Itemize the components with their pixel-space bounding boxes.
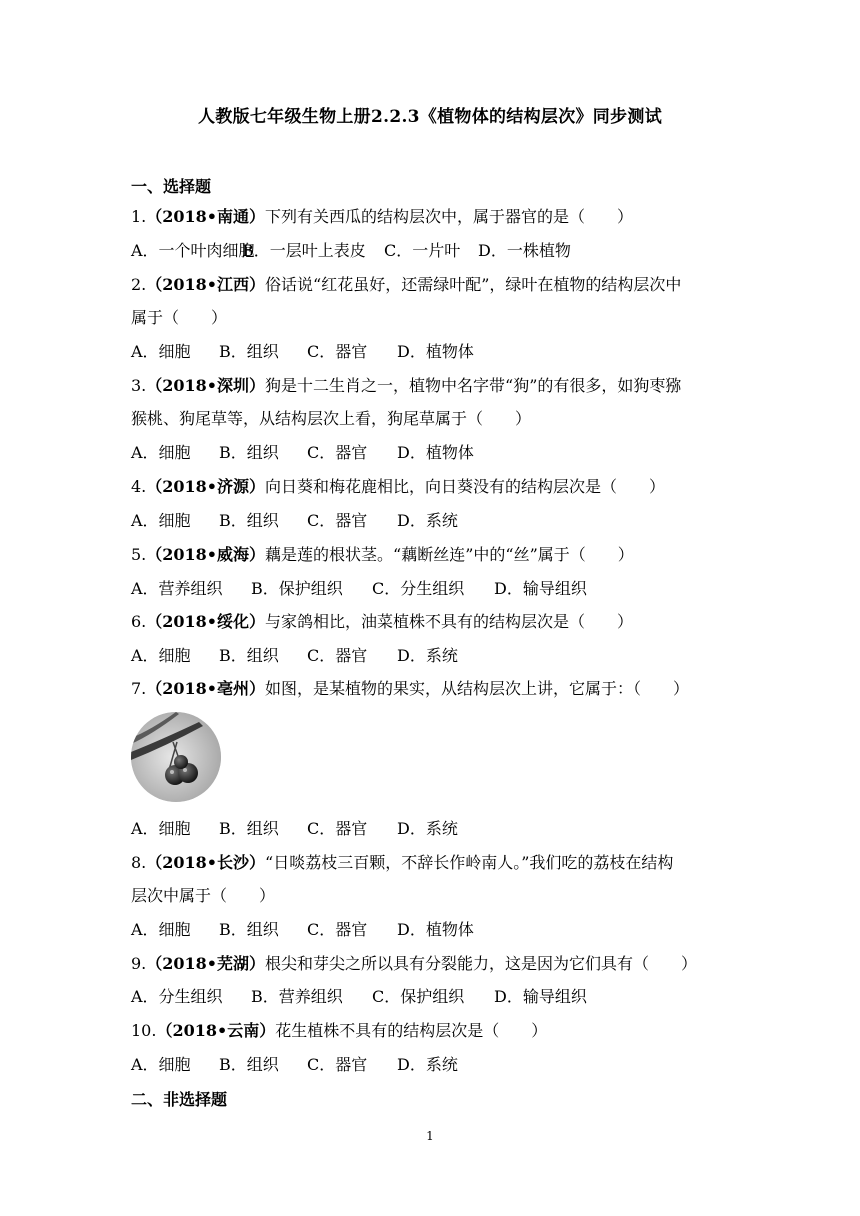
- question-number: 10.: [131, 1021, 157, 1040]
- question-source: （2018•威海）: [146, 545, 266, 564]
- question-4: [131, 476, 741, 498]
- option-c: C．器官: [307, 443, 368, 462]
- option-d: D．系统: [397, 646, 458, 665]
- question-number: 2.: [131, 275, 147, 294]
- option-b: B．营养组织: [251, 987, 343, 1006]
- question-3-options: [131, 442, 741, 464]
- question-source: （2018•长沙）: [146, 853, 266, 872]
- question-source: （2018•江西）: [146, 275, 266, 294]
- option-b: B．组织: [219, 1055, 279, 1074]
- question-text: 藕是莲的根状茎。“藕断丝连”中的“丝”属于（ ）: [265, 545, 634, 564]
- option-b: B．组织: [219, 511, 279, 530]
- option-c: C．分生组织: [372, 579, 465, 598]
- question-1: [131, 206, 741, 228]
- question-1-options: [131, 240, 741, 262]
- question-number: 5.: [131, 545, 147, 564]
- question-source: （2018•亳州）: [146, 679, 266, 698]
- question-6-options: [131, 645, 741, 667]
- option-c: C．保护组织: [372, 987, 465, 1006]
- option-d: D．输导组织: [494, 987, 587, 1006]
- document-title: 人教版七年级生物上册2.2.3《植物体的结构层次》同步测试: [197, 107, 663, 127]
- question-source: （2018•芜湖）: [146, 954, 266, 973]
- option-b: B．组织: [219, 443, 279, 462]
- question-3: [131, 375, 741, 397]
- question-4-options: [131, 510, 741, 532]
- question-2-options: [131, 341, 741, 363]
- option-d: D．植物体: [397, 342, 474, 361]
- question-source: （2018•济源）: [146, 477, 266, 496]
- question-5-options: [131, 578, 741, 600]
- question-text: “日啖荔枝三百颗，不辞长作岭南人。”我们吃的荔枝在结构: [265, 853, 674, 872]
- option-b: B．一层叶上表皮: [242, 241, 366, 260]
- option-a: A．细胞: [131, 819, 191, 838]
- question-number: 7.: [131, 679, 147, 698]
- option-c: C．器官: [307, 920, 368, 939]
- option-b: B．保护组织: [251, 579, 343, 598]
- option-a: A．营养组织: [131, 579, 223, 598]
- option-a: A．分生组织: [131, 987, 223, 1006]
- question-9: [131, 953, 741, 975]
- question-3-continued: 猴桃、狗尾草等，从结构层次上看，狗尾草属于（ ）: [131, 409, 532, 428]
- question-number: 3.: [131, 376, 147, 395]
- question-10-options: [131, 1054, 741, 1076]
- fruit-photo-graphic: [131, 712, 221, 802]
- page-number: 1: [426, 1129, 434, 1143]
- option-d: D．植物体: [397, 920, 474, 939]
- fruit-photo: [131, 712, 221, 802]
- option-c: C．器官: [307, 342, 368, 361]
- option-d: D．一株植物: [478, 241, 571, 260]
- question-text: 花生植株不具有的结构层次是（ ）: [275, 1021, 548, 1040]
- option-d: D．植物体: [397, 443, 474, 462]
- option-c: C．器官: [307, 819, 368, 838]
- option-b: B．组织: [219, 819, 279, 838]
- question-7-options: [131, 818, 741, 840]
- question-source: （2018•深圳）: [146, 376, 266, 395]
- option-c: C．器官: [307, 646, 368, 665]
- option-c: C．器官: [307, 511, 368, 530]
- question-2: [131, 274, 741, 296]
- question-number: 4.: [131, 477, 147, 496]
- option-d: D．输导组织: [494, 579, 587, 598]
- question-2-continued: 属于（ ）: [131, 308, 228, 327]
- question-source: （2018•南通）: [146, 207, 266, 226]
- question-6: [131, 611, 741, 633]
- option-c: C．一片叶: [384, 241, 461, 260]
- question-8: [131, 852, 741, 874]
- option-b: B．组织: [219, 646, 279, 665]
- option-a: A．细胞: [131, 646, 191, 665]
- section-heading-choice: 一、选择题: [131, 177, 212, 196]
- option-c: C．器官: [307, 1055, 368, 1074]
- question-text: 如图，是某植物的果实，从结构层次上讲，它属于：（ ）: [265, 679, 690, 698]
- question-8-continued: 层次中属于（ ）: [131, 886, 276, 905]
- question-8-options: [131, 919, 741, 941]
- option-b: B．组织: [219, 342, 279, 361]
- option-a: A．细胞: [131, 920, 191, 939]
- option-b: B．组织: [219, 920, 279, 939]
- question-number: 6.: [131, 612, 147, 631]
- option-a: A．细胞: [131, 342, 191, 361]
- question-text: 根尖和芽尖之所以具有分裂能力，这是因为它们具有（ ）: [265, 954, 698, 973]
- option-d: D．系统: [397, 819, 458, 838]
- question-text: 向日葵和梅花鹿相比，向日葵没有的结构层次是（ ）: [265, 477, 666, 496]
- option-d: D．系统: [397, 1055, 458, 1074]
- question-number: 8.: [131, 853, 147, 872]
- section-heading-non-choice: 二、非选择题: [131, 1090, 228, 1109]
- question-text: 狗是十二生肖之一，植物中名字带“狗”的有很多，如狗枣猕: [265, 376, 682, 395]
- option-a: A．细胞: [131, 1055, 191, 1074]
- question-text: 下列有关西瓜的结构层次中，属于器官的是（ ）: [265, 207, 634, 226]
- question-text: 与家鸽相比，油菜植株不具有的结构层次是（ ）: [265, 612, 634, 631]
- option-a: A．细胞: [131, 511, 191, 530]
- question-source: （2018•绥化）: [146, 612, 266, 631]
- option-a: A．细胞: [131, 443, 191, 462]
- question-7: [131, 678, 741, 700]
- question-5: [131, 544, 741, 566]
- question-number: 1.: [131, 207, 147, 226]
- question-text: 俗话说“红花虽好，还需绿叶配”，绿叶在植物的结构层次中: [265, 275, 682, 294]
- question-10: [131, 1020, 741, 1042]
- question-9-options: [131, 986, 741, 1008]
- option-d: D．系统: [397, 511, 458, 530]
- question-source: （2018•云南）: [156, 1021, 276, 1040]
- question-number: 9.: [131, 954, 147, 973]
- option-a: A．一个叶肉细胞: [131, 241, 255, 260]
